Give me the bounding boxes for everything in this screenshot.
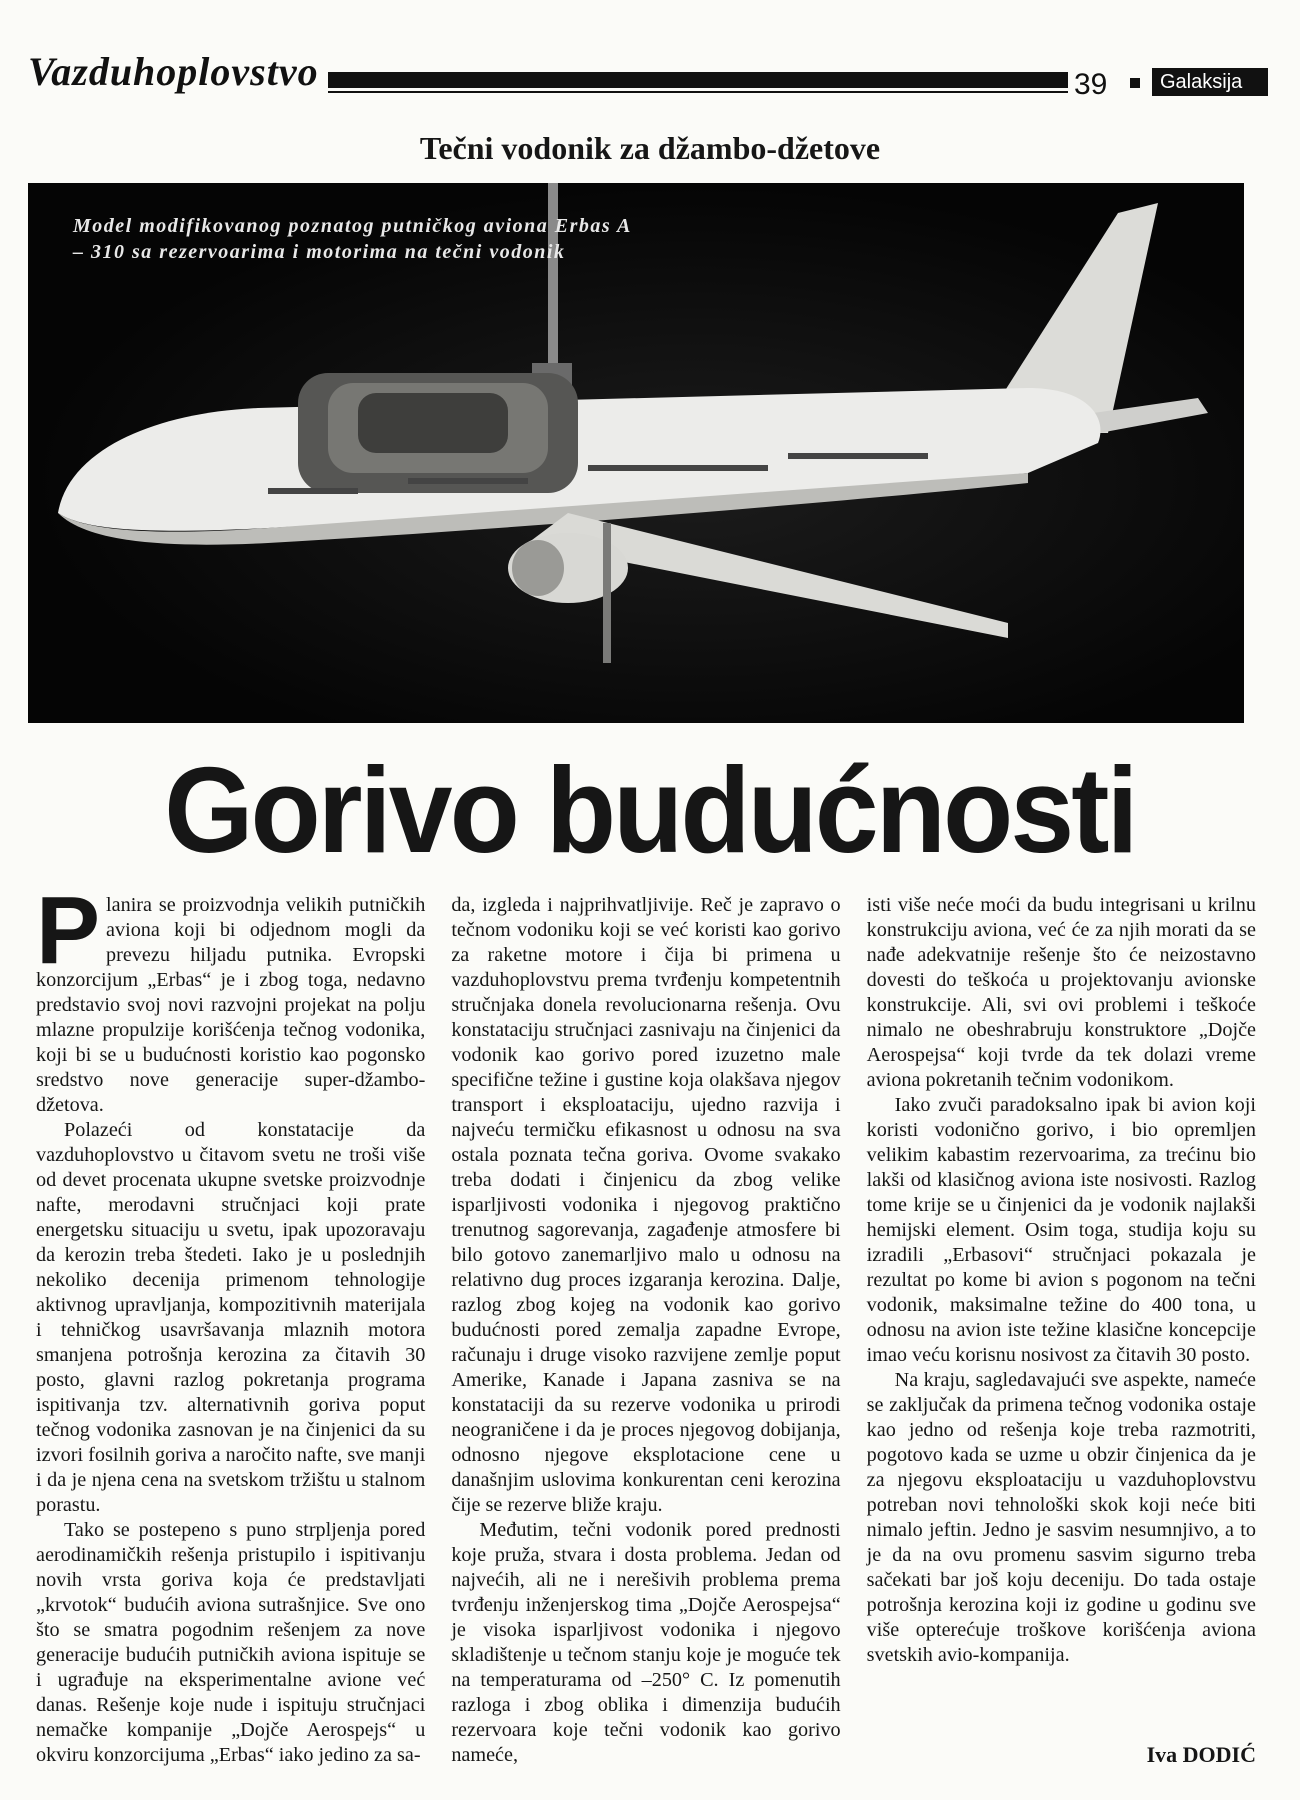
header-rule-thin (328, 91, 1068, 93)
column-3 (867, 893, 1256, 1733)
paragraph: Tako se postepeno s puno strpljenja pored aerodinamičkih rešenja pristupilo i ispitivanju novih vrsta goriva koja će predstavljati „krvotok“ budućih aviona sutrašnjice. Sve ono što se smatra pogodnim rešenjem za nove generacije budućih putničkih aviona ispituje se i ugrađuje na eksperimentalne avione već danas. Rešenje koje nude i ispituju stručnjaci nemačke kompanije „Dojče Aerospejs“ u okviru konzorcijuma „Erbas“ iako jedino za sa- (36, 1519, 426, 1766)
paragraph: da, izgleda i najprihvatljivije. Reč je zapravo o tečnom vodoniku koji se već koristi kao gorivo za raketne motore i čija bi primena u vazduhoplovstvu prema tvrđenju kompetentnih stručnjaka donela revolucionarna rešenja. Ovu konstataciju stručnjaci zasnivaju na činjenici da vodonik kao gorivo pored izuzetno male specifične težine i gustine koja olakšava njegov transport i eksploataciju, ujedno razvija i najveću termičku efikasnost u odnosu na sva ostala poznata tečna goriva. Ovome svakako treba dodati i činjenicu da zbog velike isparljivosti vodonika i njegovog praktično trenutnog sagorevanja, zagađenje atmosfere bi bilo gotovo zanemarljivo malo u odnosu na relativno dug proces izgaranja kerozina. Dalje, razlog zbog kojeg na vodonik kao gorivo budućnosti pored zemalja zapadne Evrope, računaju i druge visoko razvijene zemlje poput Amerike, Kanade i Japana zasniva se na konstataciji da su rezerve vodonika u prirodi neograničene i da je proces njegovog dobijanja, odnosno njegove eksplotacione cene u današnjim uslovima konkurentan ceni kerozina čije se rezerve bliže kraju. (451, 894, 841, 1516)
column-2 (451, 893, 841, 1766)
bullet-icon (1130, 78, 1140, 88)
airplane-model-photo (28, 183, 1244, 723)
paragraph: Iako zvuči paradoksalno ipak bi avion koji koristi vodonično gorivo, i bio opremljen velikim kabastim rezervoarima, za trećinu bio lakši od klasičnog aviona iste nosivosti. Razlog tome krije se u činjenici da je vodonik najlakši hemijski element. Osim toga, studija koju su izradili „Erbasovi“ stručnjaci pokazala je rezultat po kome bi avion s pogonom na tečni vodonik, maksimalne težine do 400 tona, u odnosu na avion iste težine klasične koncepcije imao veću korisnu nosivost za čitavih 30 posto. (866, 1094, 1256, 1366)
dropcap: P (36, 877, 101, 984)
article-subtitle: Tečni vodonik za džambo-džetove (419, 130, 881, 166)
page-header (28, 40, 1268, 100)
byline: Iva DODIĆ (1146, 1742, 1256, 1767)
paragraph: lanira se proizvodnja velikih putničkih aviona koji bi odjednom mogli da prevezu hiljadu putnika. Evropski konzorcijum „Erbas“ je i zbog toga, nedavno predstavio svoj novi razvojni projekat na polju mlazne propulzije korišćenja tečnog vodonika, koji bi se u budućnosti koristio kao pogonsko sredstvo nove generacije super-džambo-džetova. (36, 894, 426, 1116)
magazine-badge: Galaksija (1152, 68, 1268, 96)
paragraph: Na kraju, sagledavajući sve aspekte, nameće se zaključak da primena tečnog vodonika ostaje kao jedno od rešenja koje treba razmotriti, pogotovo kada se uzme u obzir činjenica da je za njegovu eksploataciju u vazduhoplovstvu potreban novi tehnološki skok koji neće biti nimalo jeftin. Jedno je sasvim nesumnjivo, a to je da na ovu promenu sasvim sigurno treba sačekati bar još koju deceniju. Do tada ostaje potrošnja kerozina koji iz godine u godinu sve više opterećuje troškove korišćenja aviona svetskih avio-kompanija. (866, 1369, 1256, 1666)
page-number: 39 (1074, 68, 1108, 101)
photo-caption: Model modifikovanog poznatog putničkog aviona Erbas A – 310 sa rezervoarima i motorima na tečni vodonik (73, 215, 631, 263)
paragraph: Polazeći od konstatacije da vazduhoplovstvo u čitavom svetu ne troši više od devet procenata ukupne svetske proizvodnje nafte, merodavni stručnjaci koji prate energetsku situaciju u svetu, ipak upozoravaju da kerozin treba štedeti. Iako je u poslednjih nekoliko decenija primenom tehnologije aktivnog upravljanja, kompozitivnih materijala i tehničkog usavršavanja mlaznih motora smanjena potrošnja kerozina za čitavih 30 posto, glavni razlog pokretanja programa ispitivanja tzv. alternativnih goriva poput tečnog vodonika zasnovan je na činjenici da su izvori fosilnih goriva a naročito nafte, sve manji i da je njena cena na svetskom tržištu u stalnom porastu. (36, 1119, 426, 1516)
column-1 (36, 877, 426, 1766)
headline: Gorivo budućnosti (164, 742, 1136, 878)
paragraph: isti više neće moći da budu integrisani u krilnu konstrukciju aviona, već će za njih morati da se nađe adekvatnije rešenje što će neizostavno dovesti do teškoća u projektovanju avionske konstrukcije. Ali, svi ovi problemi i teškoće nimalo ne obeshrabruju konstruktore „Dojče Aerospejsa“ koji tvrde da tek dolazi vreme aviona pokretanih tečnim vodonikom. (866, 894, 1256, 1091)
section-title: Vazduhoplovstvo (28, 49, 319, 94)
paragraph: Međutim, tečni vodonik pored prednosti koje pruža, stvara i dosta problema. Jedan od najvećih, ali ne i nerešivih problema prema tvrđenju inženjerskog tima „Dojče Aerospejsa“ je visoka isparljivost vodonika i njegovo skladištenje u tečnom stanju koje je moguće tek na temperaturama od –250° C. Iz pomenutih razloga i zbog oblika i dimenzija budućih rezervoara koje tečni vodonik kao gorivo nameće, (451, 1519, 841, 1766)
header-rule (328, 72, 1068, 88)
